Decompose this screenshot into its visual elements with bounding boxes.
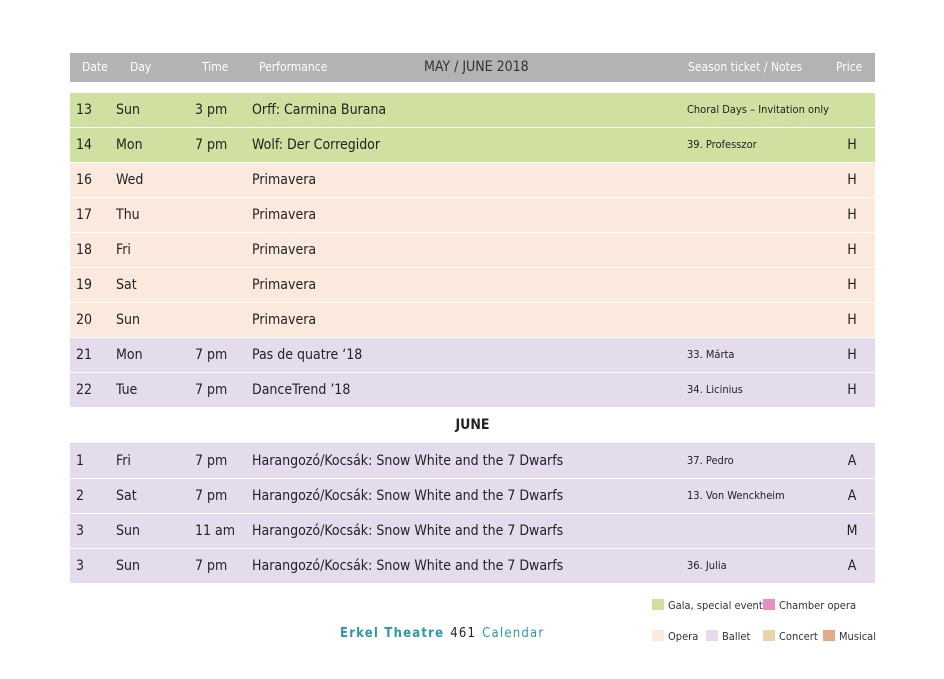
date-cell: 16 — [76, 172, 93, 188]
price-cell: H — [847, 207, 857, 223]
time-cell: 7 pm — [195, 347, 228, 363]
price-cell: H — [847, 347, 857, 363]
date-cell: 2 — [76, 488, 85, 504]
notes-cell: 37. Pedro — [687, 454, 734, 467]
header-time: Time — [202, 60, 229, 74]
notes-cell: 33. Márta — [687, 348, 735, 361]
price-cell: H — [847, 137, 857, 153]
notes-cell: 34. Licinius — [687, 383, 743, 396]
price-cell: H — [847, 312, 857, 328]
legend-concert: Concert — [763, 630, 818, 643]
day-cell: Sat — [116, 488, 137, 504]
legend-musical-swatch — [823, 630, 835, 641]
legend-concert-swatch — [763, 630, 775, 641]
date-cell: 3 — [76, 523, 85, 539]
performance-cell: Orff: Carmina Burana — [252, 102, 387, 118]
legend-opera-swatch — [652, 630, 664, 641]
page-number: 461 — [450, 626, 477, 641]
performance-cell: Harangozó/Kocsák: Snow White and the 7 Dwarfs — [252, 453, 564, 469]
day-cell: Mon — [116, 137, 143, 153]
date-cell: 14 — [76, 137, 93, 153]
table-row — [70, 303, 875, 338]
day-cell: Sun — [116, 102, 140, 118]
table-header — [70, 53, 875, 82]
table-row — [70, 233, 875, 268]
performance-cell: Primavera — [252, 277, 317, 293]
legend-chamber-swatch — [763, 599, 775, 610]
legend-musical: Musical — [823, 630, 876, 643]
notes-cell: 39. Professzor — [687, 138, 757, 151]
legend-opera: Opera — [652, 630, 698, 643]
notes-cell: 13. Von Wenckheim — [687, 489, 785, 502]
day-cell: Fri — [116, 453, 131, 469]
june-section-label: JUNE — [70, 408, 875, 443]
performance-cell: Harangozó/Kocsák: Snow White and the 7 Dwarfs — [252, 558, 564, 574]
day-cell: Fri — [116, 242, 131, 258]
performance-cell: Wolf: Der Corregidor — [252, 137, 381, 153]
date-cell: 19 — [76, 277, 93, 293]
table-row — [70, 479, 875, 514]
time-cell: 7 pm — [195, 382, 228, 398]
table-row — [70, 514, 875, 549]
page-footer — [340, 626, 544, 641]
price-cell: H — [847, 242, 857, 258]
day-cell: Tue — [116, 382, 138, 398]
table-row — [70, 444, 875, 479]
header-performance: Performance — [259, 60, 328, 74]
table-row — [70, 268, 875, 303]
price-cell: H — [847, 172, 857, 188]
day-cell: Mon — [116, 347, 143, 363]
performance-cell: Primavera — [252, 242, 317, 258]
header-notes: Season ticket / Notes — [688, 60, 803, 74]
date-cell: 21 — [76, 347, 93, 363]
header-title: MAY / JUNE 2018 — [424, 59, 529, 75]
notes-cell: Choral Days – Invitation only — [687, 103, 829, 116]
legend-ballet: Ballet — [706, 630, 750, 643]
legend-ballet-swatch — [706, 630, 718, 641]
price-cell: A — [847, 488, 857, 504]
table-row — [70, 373, 875, 408]
price-cell: A — [847, 558, 857, 574]
performance-cell: Primavera — [252, 172, 317, 188]
day-cell: Thu — [116, 207, 140, 223]
performance-cell: Primavera — [252, 207, 317, 223]
legend-gala-swatch — [652, 599, 664, 610]
june-rows — [70, 444, 875, 584]
performance-cell: Pas de quatre ‘18 — [252, 347, 363, 363]
time-cell: 7 pm — [195, 453, 228, 469]
time-cell: 7 pm — [195, 137, 228, 153]
date-cell: 20 — [76, 312, 93, 328]
may-rows — [70, 93, 875, 408]
table-row — [70, 338, 875, 373]
date-cell: 13 — [76, 102, 93, 118]
price-cell: H — [847, 277, 857, 293]
price-cell — [829, 93, 875, 127]
date-cell: 22 — [76, 382, 93, 398]
date-cell: 3 — [76, 558, 85, 574]
header-day: Day — [130, 60, 152, 74]
date-cell: 17 — [76, 207, 93, 223]
calendar-table — [70, 53, 875, 584]
table-row — [70, 198, 875, 233]
day-cell: Sun — [116, 558, 140, 574]
performance-cell: DanceTrend ’18 — [252, 382, 351, 398]
table-row — [70, 549, 875, 584]
footer-theatre: Erkel Theatre — [340, 626, 445, 641]
day-cell: Sun — [116, 523, 140, 539]
date-cell: 18 — [76, 242, 93, 258]
price-cell: H — [847, 382, 857, 398]
time-cell: 7 pm — [195, 558, 228, 574]
notes-cell: 36. Julia — [687, 559, 727, 572]
table-row — [70, 128, 875, 163]
time-cell: 7 pm — [195, 488, 228, 504]
legend-chamber: Chamber opera — [763, 599, 856, 612]
time-cell: 3 pm — [195, 102, 228, 118]
price-cell: M — [846, 523, 858, 539]
footer-section: Calendar — [482, 626, 545, 641]
header-price: Price — [836, 60, 863, 74]
table-row — [70, 163, 875, 198]
price-cell: A — [847, 453, 857, 469]
header-date: Date — [82, 60, 108, 74]
day-cell: Sun — [116, 312, 140, 328]
date-cell: 1 — [76, 453, 85, 469]
day-cell: Wed — [116, 172, 144, 188]
time-cell: 11 am — [195, 523, 236, 539]
performance-cell: Harangozó/Kocsák: Snow White and the 7 Dwarfs — [252, 488, 564, 504]
table-row — [70, 93, 875, 128]
performance-cell: Primavera — [252, 312, 317, 328]
performance-cell: Harangozó/Kocsák: Snow White and the 7 Dwarfs — [252, 523, 564, 539]
day-cell: Sat — [116, 277, 137, 293]
legend-gala: Gala, special event — [652, 599, 763, 612]
